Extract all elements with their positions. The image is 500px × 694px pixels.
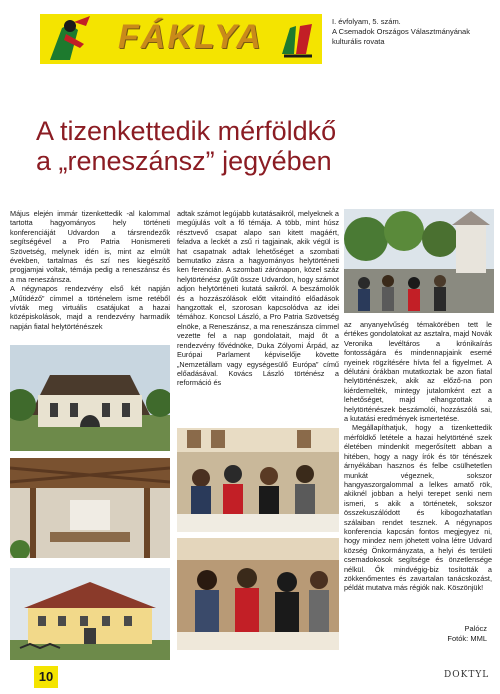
article-column-1 bbox=[10, 209, 170, 331]
issue-number: I. évfolyam, 5. szám. bbox=[332, 17, 401, 26]
paragraph: Május elején immár tizenkettedik -al kalommal tartotta hagyományos hely történeti konferenciáját Udvardon a társrendezők segítségével a Pro Patria Honismereti Szövetség, melynek idén is, mint az elmúlt években, tartalmas és szí nes kiegészítő progjamjai voltak, témája pedig a reneszánsz és a ma reneszánsza. bbox=[10, 209, 170, 284]
article-signature bbox=[337, 624, 487, 644]
issue-info bbox=[332, 17, 492, 47]
csemadok-emblem-icon bbox=[278, 20, 316, 60]
photo-building-exterior bbox=[10, 345, 170, 451]
photo-credit: Fotók: MML bbox=[447, 634, 487, 643]
paragraph: A négynapos rendezvény első két napján „Műtidéző” címmel a történelem isme retéből vívták meg virtuális csatájukat a hazai középiskolások, majd a rendezvény harmadik napján fiatal helytörténészek bbox=[10, 284, 170, 331]
author-name: Palócz bbox=[464, 624, 487, 633]
footer-logo: DOKTYL bbox=[444, 670, 490, 680]
publisher-line: A Csemadok Országos Választmányának bbox=[332, 27, 470, 36]
paragraph: adtak számot legújabb kutatásaikról, melyeknek a megújulás volt a fő témája. A több, mint húsz résztvevő csapat alapo san kitett magáért, feladva a leckét a zsű ri tagjainak, akik végül is hat csapatnak adtak lehetőséget a szombati bemutatko zásra a hagyományos helytörténeti ken ferencián. A szombati zárónapon, közel száz helytörténész gyűlt össze Udvardon, hogy számot adjon helytörténeti kutatá saikról. A beszámolók és a hozzászólások előtt vitaindító előadások hangzottak el, szorosan kapcsolódva az idei témához. Koncsol László, a Pro Patria Szövetség elnöke, a Reneszánsz, a ma reneszánsza címmel vezette fel a nap gondolatait, majd őt a rendezvény fővédnöke, Duka Zólyomi Árpád, az Európai Parlament képviselője követte „Nemzetállam vagy egységesülő Európa” című előadásával. Kovács László történész a reformáció és bbox=[177, 209, 339, 388]
torch-bearer-logo-icon bbox=[40, 14, 110, 64]
photo-manor-house bbox=[10, 568, 170, 660]
section-name: kulturális rovata bbox=[332, 37, 385, 46]
photo-outdoor-gathering bbox=[344, 209, 494, 313]
paragraph: az anyanyelvűség témakörében tett le értékes gondolatokat az asztalra, majd Novák Veronika levéltáros a krónikaírás fontosságára és mindennapjaink esemé nyeinek rögzítésére hívta fel a figyelmet. A délutáni órákban mutatkoztak be azon fiatal helytörténészek, akik az előző-na pon kiérdemelték, mintegy jutalomként ezt a lehetőséget, majd elhangzottak a helytörténészek beszámolói, hozzászólá sai, a kutatási eredmények ismertetése. bbox=[344, 320, 492, 424]
photo-wooden-pavilion bbox=[10, 458, 170, 558]
masthead-banner bbox=[40, 14, 322, 64]
article-title-line1: A tizenkettedik mérföldkő bbox=[36, 116, 337, 146]
article-title bbox=[36, 116, 476, 176]
article-column-3 bbox=[344, 320, 492, 593]
banner-title: FÁKLYA bbox=[118, 18, 263, 56]
paragraph: Megállapíthatjuk, hogy a tizenkettedik mérföldkő letétele a hazai helytörténé szek életében mindenkit megerősített abban a hitében, hogy a nagy írók és tör ténészek árnyékában hasznos és felbe csülhetetlen munkát végeznek, sokszor hangyaszorgalommal a lelkes amatő rök, akiknél jobban a helyi terepet senki nem ismeri, s akik a történetek, sokszor összekuszálódott és kibogozhatatlan szálaiban rendet tesznek. A négynapos konferencia kapcsán fontos megjegyez ni, hogy mindez nem jöhetett volna létre Udvard község Önkormányzata, a helyi és területi csemadokosok segítsége és önzetlensége nélkül. Ők mindvégig-biz tosították a zökkenőmentes és zavartalan tanácskozást, példát mutatva más régiók nak. Köszönjük! bbox=[344, 423, 492, 593]
article-column-2 bbox=[177, 209, 339, 388]
photo-conference-participants bbox=[177, 538, 339, 650]
article-title-line2: a „reneszánsz” jegyében bbox=[36, 146, 332, 176]
page-number: 10 bbox=[34, 666, 58, 688]
photo-conference-audience bbox=[177, 428, 339, 532]
